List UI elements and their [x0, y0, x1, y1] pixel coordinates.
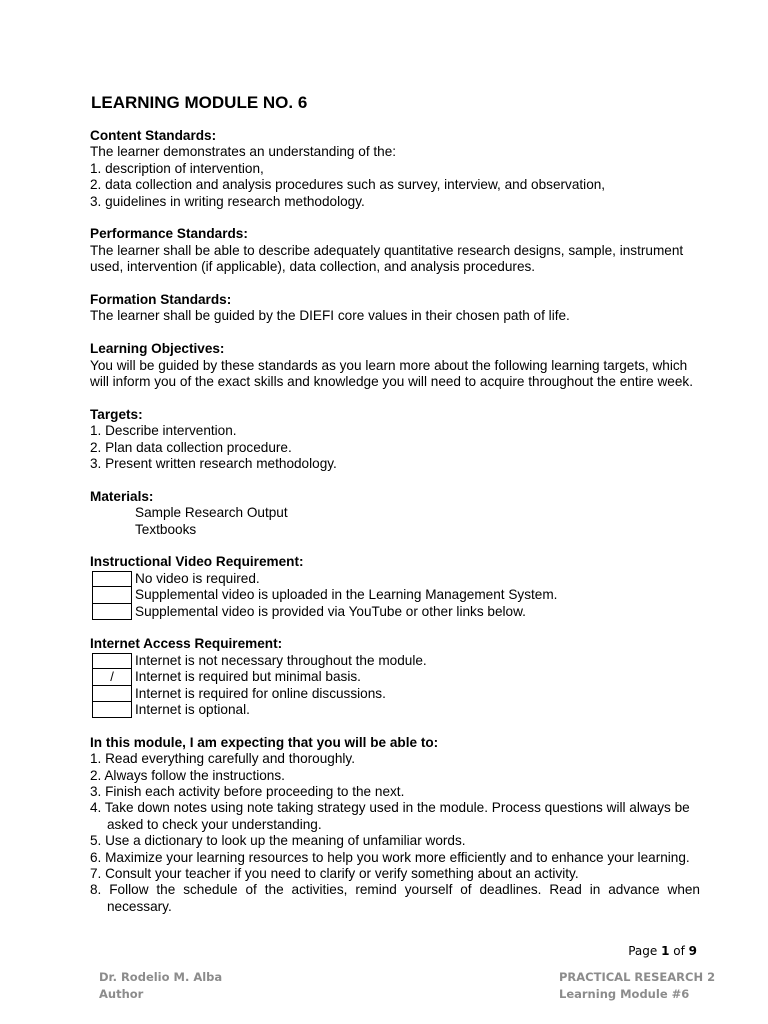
formation-standards-text: The learner shall be guided by the DIEFI core values in their chosen path of life. [90, 308, 570, 324]
video-option [90, 604, 700, 620]
content-standards-intro: The learner demonstrates an understanding of the: [90, 144, 397, 160]
targets-section [90, 407, 700, 473]
video-option-label: No video is required. [135, 570, 260, 586]
materials-section [90, 489, 700, 538]
internet-requirement-heading: Internet Access Requirement: [90, 636, 283, 652]
video-option-label: Supplemental video is uploaded in the Learning Management System. [135, 587, 558, 603]
target-item: 2. Plan data collection procedure. [90, 439, 292, 455]
module-body [90, 128, 700, 915]
expectations-section [90, 735, 700, 915]
internet-option-label: Internet is required but minimal basis. [135, 669, 361, 685]
internet-option-label: Internet is optional. [135, 702, 250, 718]
page-number-of: of [669, 944, 689, 958]
author-role: Author [99, 987, 144, 1001]
expectation-item: 4. Take down notes using note taking strategy used in the module. Process questions will always be asked to check your understanding. [90, 800, 690, 832]
learning-objectives-heading: Learning Objectives: [90, 341, 225, 357]
expectation-item: 1. Read everything carefully and thoroughly. [90, 751, 355, 767]
learning-objectives-section [90, 341, 700, 390]
content-standards-section [90, 128, 700, 210]
formation-standards-heading: Formation Standards: [90, 292, 232, 308]
expectation-item: 2. Always follow the instructions. [90, 767, 285, 783]
module-title: LEARNING MODULE NO. 6 [91, 93, 308, 112]
expectation-item: 6. Maximize your learning resources to help you work more efficiently and to enhance your learning. [90, 849, 690, 865]
footer-author [99, 969, 222, 1003]
internet-option-label: Internet is not necessary throughout the module. [135, 652, 427, 668]
module-label: Learning Module #6 [559, 987, 690, 1001]
formation-standards-section [90, 292, 700, 325]
material-item: Textbooks [135, 521, 197, 537]
expectation-item: 8. Follow the schedule of the activities, remind yourself of deadlines. Read in advance when necessary. [90, 882, 700, 914]
internet-option [90, 653, 700, 669]
material-item: Sample Research Output [135, 505, 288, 521]
target-item: 3. Present written research methodology. [90, 456, 337, 472]
page-number-total: 9 [688, 944, 697, 958]
internet-option-checkbox[interactable] [92, 702, 132, 718]
internet-option-checkbox[interactable] [92, 686, 132, 702]
video-requirement-section [90, 554, 700, 620]
footer-course [559, 969, 715, 1003]
materials-heading: Materials: [90, 488, 154, 504]
performance-standards-section [90, 226, 700, 275]
internet-option [90, 702, 700, 718]
internet-requirement-section [90, 636, 700, 718]
content-standard-item: 3. guidelines in writing research methodology. [90, 193, 365, 209]
expectations-heading: In this module, I am expecting that you will be able to: [90, 734, 439, 750]
internet-option [90, 686, 700, 702]
performance-standards-heading: Performance Standards: [90, 226, 248, 242]
internet-option-checkbox[interactable]: / [92, 669, 132, 685]
video-requirement-heading: Instructional Video Requirement: [90, 554, 304, 570]
internet-option [90, 669, 700, 685]
expectation-item: 5. Use a dictionary to look up the meaning of unfamiliar words. [90, 833, 466, 849]
targets-heading: Targets: [90, 406, 143, 422]
video-option [90, 587, 700, 603]
internet-option-checkbox[interactable] [92, 653, 132, 669]
content-standard-item: 1. description of intervention, [90, 160, 264, 176]
expectation-item: 3. Finish each activity before proceeding to the next. [90, 784, 405, 800]
content-standard-item: 2. data collection and analysis procedures such as survey, interview, and observation, [90, 177, 606, 193]
page-number-prefix: Page [628, 944, 662, 958]
internet-option-label: Internet is required for online discussions. [135, 685, 386, 701]
performance-standards-text: The learner shall be able to describe adequately quantitative research designs, sample, instrument used, intervention (if applicable), data collection, and analysis procedures. [90, 242, 684, 275]
video-option-checkbox[interactable] [92, 604, 132, 620]
target-item: 1. Describe intervention. [90, 423, 237, 439]
learning-objectives-text: You will be guided by these standards as you learn more about the following learning targets, which will inform you of the exact skills and knowledge you will need to acquire throughout the entire week. [90, 357, 693, 390]
page-number [628, 944, 697, 958]
video-option-checkbox[interactable] [92, 571, 132, 587]
page-number-current: 1 [661, 944, 670, 958]
video-option-label: Supplemental video is provided via YouTube or other links below. [135, 603, 526, 619]
expectation-item: 7. Consult your teacher if you need to clarify or verify something about an activity. [90, 866, 579, 882]
course-name: PRACTICAL RESEARCH 2 [559, 970, 716, 984]
video-option-checkbox[interactable] [92, 587, 132, 603]
video-option [90, 571, 700, 587]
content-standards-heading: Content Standards: [90, 128, 217, 143]
author-name: Dr. Rodelio M. Alba [99, 970, 223, 984]
